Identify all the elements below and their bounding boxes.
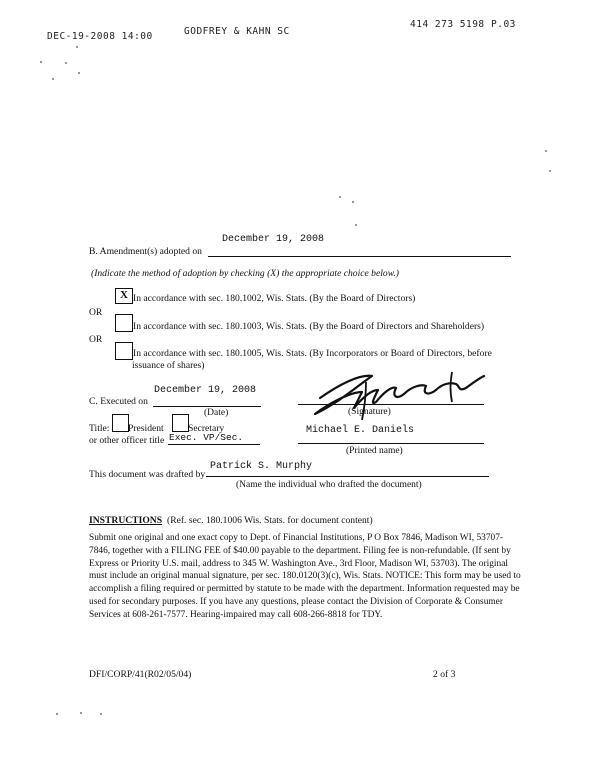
page-of: 2 of 3 — [433, 669, 456, 680]
form-id: DFI/CORP/41(R02/05/04) — [89, 669, 192, 680]
drafted-by-label: This document was drafted by — [89, 469, 206, 480]
handwritten-signature — [300, 362, 490, 422]
executed-date-line — [153, 406, 261, 407]
title-label: Title: — [89, 423, 110, 434]
other-officer-title-value: Exec. VP/Sec. — [169, 432, 244, 443]
option-1002-checkbox[interactable] — [115, 288, 133, 304]
option-1005-checkbox[interactable] — [115, 342, 133, 360]
printed-name-caption: (Printed name) — [346, 446, 403, 456]
or-label-1: OR — [89, 307, 103, 318]
signature-line — [298, 404, 484, 405]
instructions-heading: INSTRUCTIONS — [89, 515, 163, 526]
amendment-label: B. Amendment(s) adopted on — [89, 246, 202, 257]
amendment-date-line — [208, 256, 511, 257]
printed-name-value: Michael E. Daniels — [306, 425, 415, 436]
check-mark: X — [120, 289, 128, 301]
fax-sender: GODFREY & KAHN SC — [184, 26, 290, 37]
executed-on-label: C. Executed on — [89, 396, 148, 407]
or-label-2: OR — [89, 334, 103, 345]
amendment-date-value: December 19, 2008 — [222, 234, 325, 245]
signature-caption: (Signature) — [348, 407, 391, 417]
drafted-by-value: Patrick S. Murphy — [210, 461, 313, 472]
option-1005-label-line2: issuance of shares) — [132, 360, 205, 371]
drafted-by-caption: (Name the individual who drafted the document) — [236, 480, 422, 490]
instructions-reference: (Ref. sec. 180.1006 Wis. Stats. for document content) — [167, 515, 373, 526]
president-label: President — [128, 423, 164, 434]
date-caption: (Date) — [204, 408, 229, 418]
option-1002-label: In accordance with sec. 180.1002, Wis. Stats. (By the Board of Directors) — [133, 293, 416, 304]
method-instruction: (Indicate the method of adoption by checking (X) the appropriate choice below.) — [91, 268, 399, 279]
executed-date-value: December 19, 2008 — [154, 385, 257, 396]
printed-name-line — [298, 443, 484, 444]
fax-phone: 414 273 5198 — [410, 19, 485, 30]
fax-datetime: DEC-19-2008 14:00 — [47, 31, 153, 42]
option-1003-label: In accordance with sec. 180.1003, Wis. Stats. (By the Board of Directors and Shareholders) — [133, 321, 485, 332]
president-checkbox[interactable] — [112, 414, 129, 432]
other-title-line — [168, 444, 260, 445]
drafted-by-line — [206, 476, 489, 477]
secretary-checkbox[interactable] — [172, 414, 189, 432]
option-1005-label: In accordance with sec. 180.1005, Wis. Stats. (By Incorporators or Board of Directors, before — [133, 348, 492, 359]
other-officer-title-label: or other officer title — [89, 435, 165, 446]
secretary-label: Secretary — [188, 423, 225, 434]
option-1003-checkbox[interactable] — [115, 314, 133, 332]
fax-page-number: P.03 — [491, 19, 516, 30]
instructions-paragraph: Submit one original and one exact copy to Dept. of Financial Institutions, P O Box 7846, Madison WI, 53707-7846, together with a FILING FEE of $40.00 payable to the department. Filing fee is non-refundable. (If sent by Express or Priority U.S. mail, address to 345 W. Washington Ave., 3rd Floor, Madison WI, 53703). The original must include an original manual signature, per sec. 180.0120(3)(c), Wis. Stats. NOTICE: This form may be used to accomplish a filing required or permitted by statute to be made with the department. Information requested may be used for secondary purposes. If you have any questions, please contact the Division of Corporate & Consumer Services at 608-261-7577. Hearing-impaired may call 608-266-8818 for TDY. — [89, 533, 521, 620]
